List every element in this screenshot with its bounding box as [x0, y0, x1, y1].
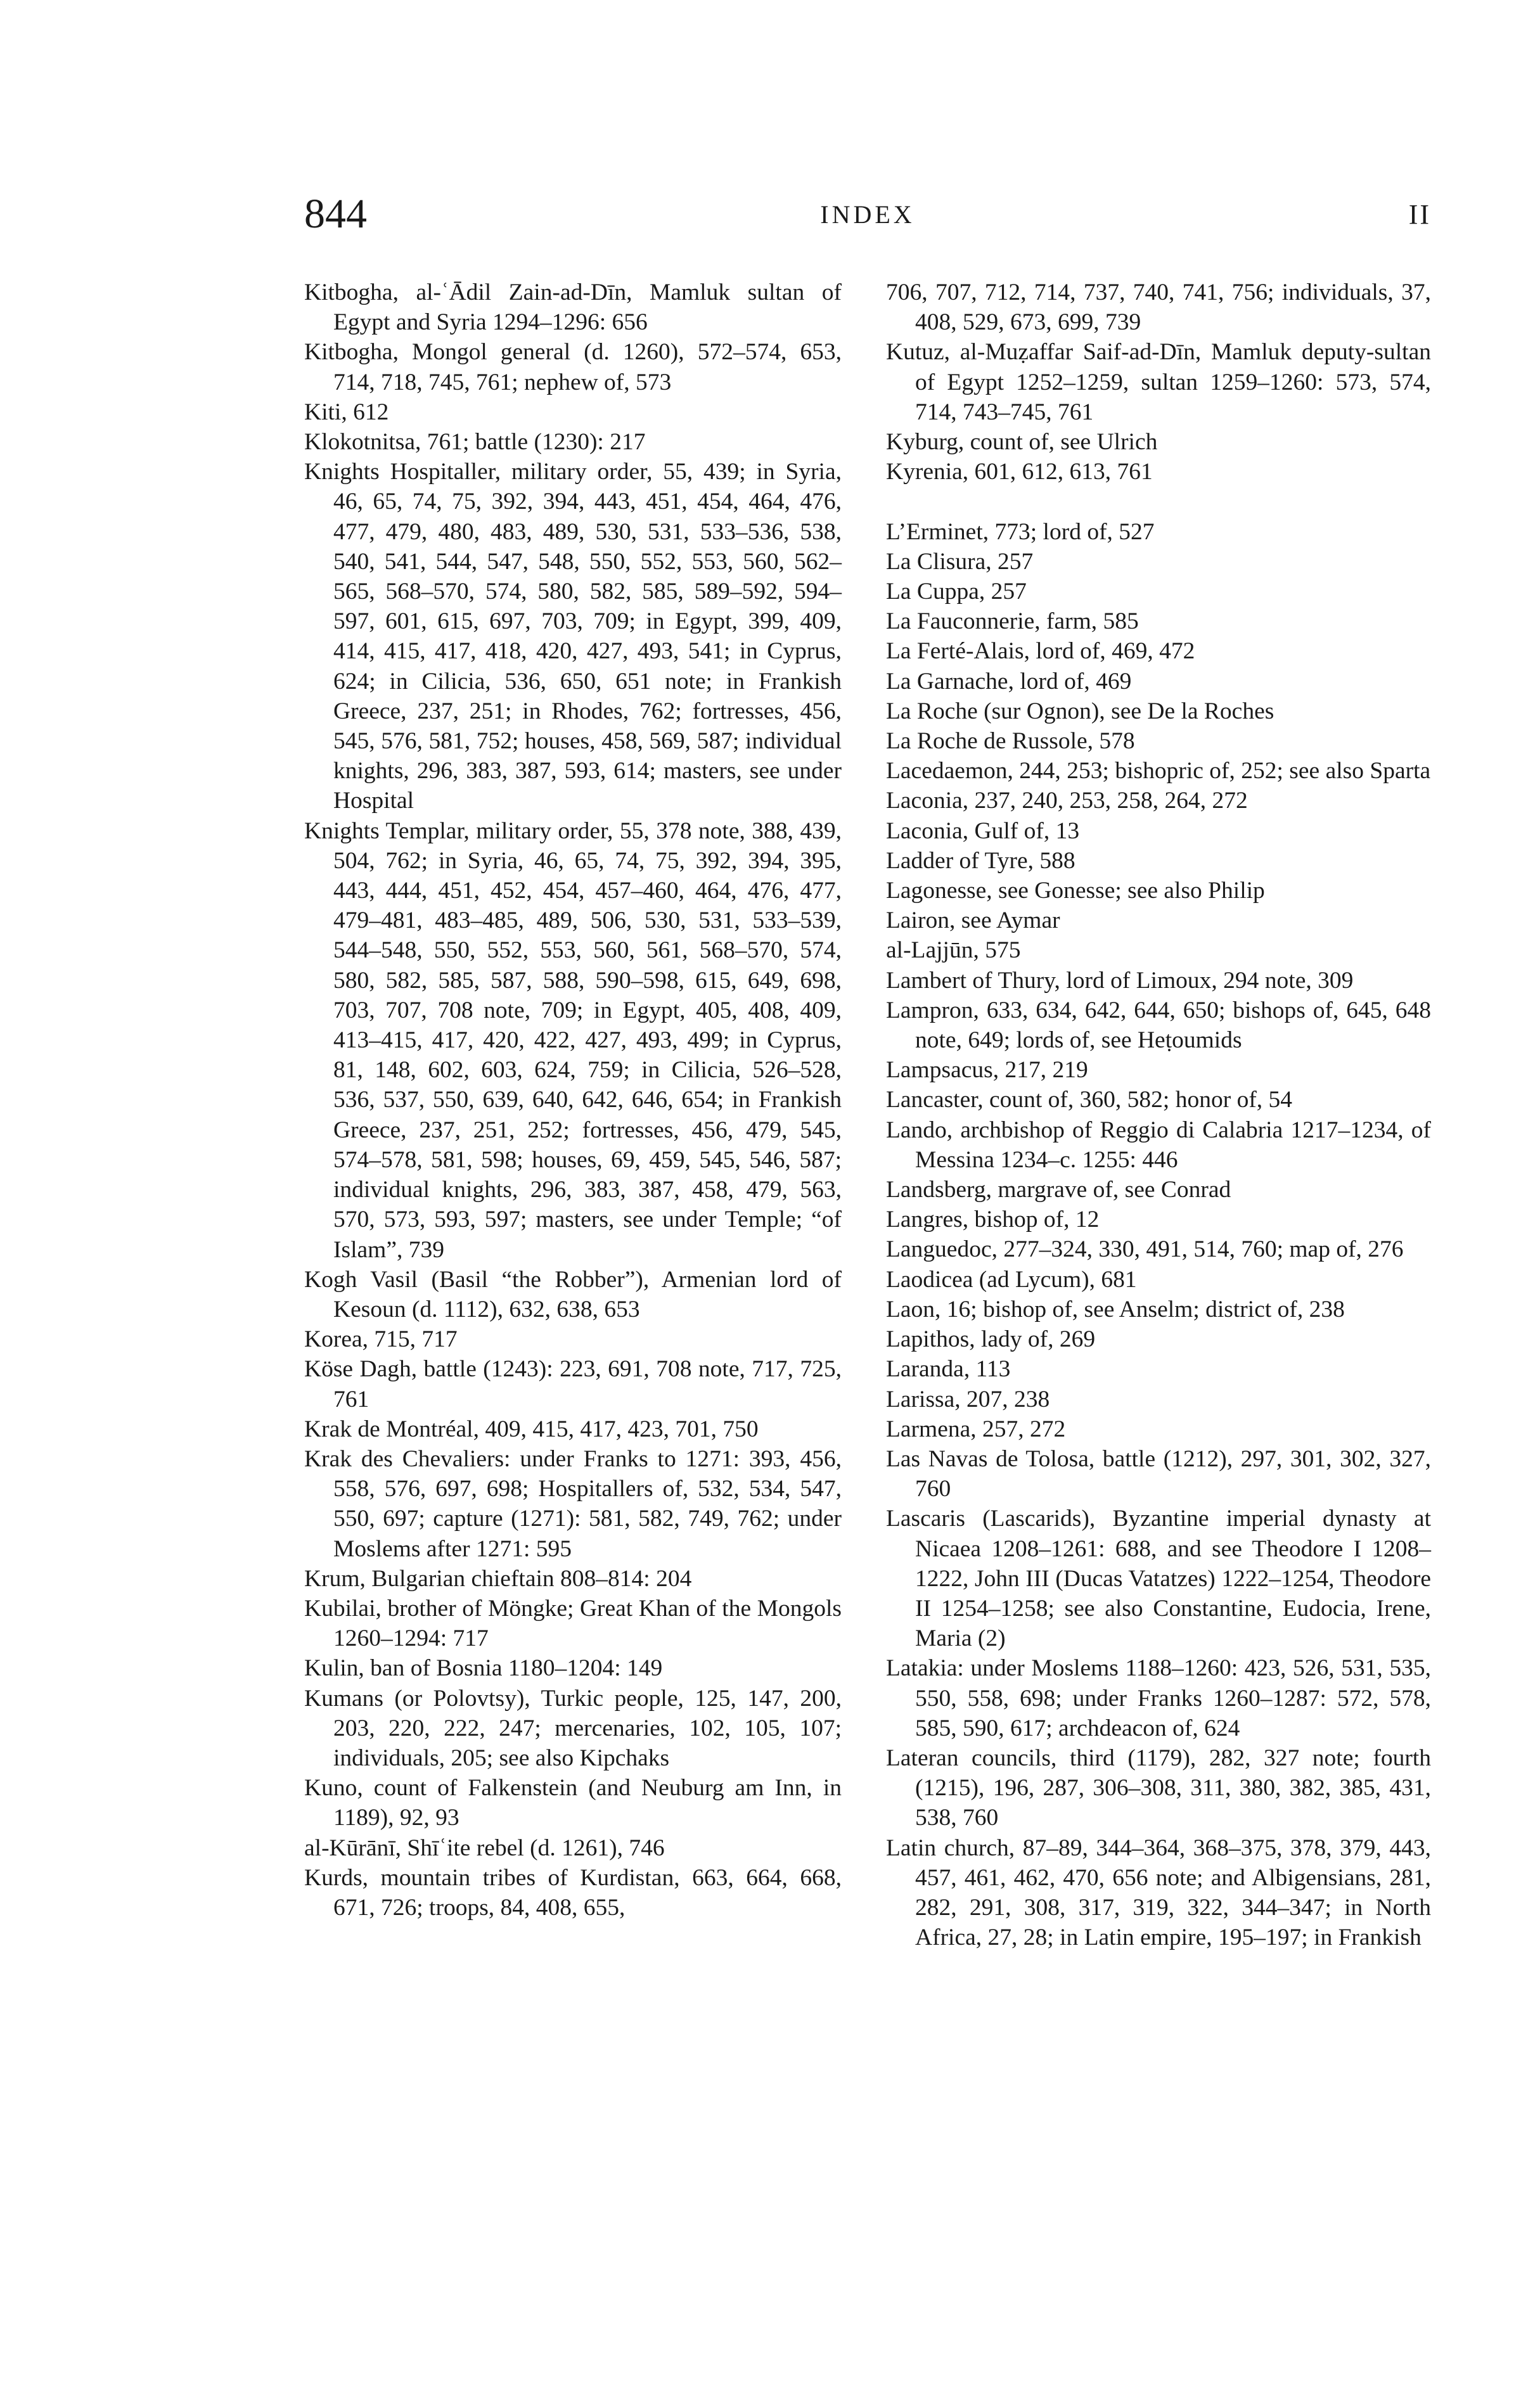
index-entry: Lando, archbishop of Reggio di Calabria 1217–1234, of Messina 1234–c. 1255: 446 — [886, 1117, 1431, 1173]
index-entry: Laodicea (ad Lycum), 681 — [886, 1266, 1137, 1293]
index-entry: Kyburg, count of, see Ulrich — [886, 429, 1158, 456]
index-column-right — [886, 278, 1431, 1952]
index-entry: Laconia, 237, 240, 253, 258, 264, 272 — [886, 788, 1248, 814]
index-entry: Larissa, 207, 238 — [886, 1386, 1050, 1412]
index-entry: 706, 707, 712, 714, 737, 740, 741, 756; individuals, 37, 408, 529, 673, 699, 739 — [886, 279, 1431, 336]
index-entry: Langres, bishop of, 12 — [886, 1207, 1100, 1233]
running-head: INDEX — [820, 200, 915, 229]
index-entry: L’Erminet, 773; lord of, 527 — [886, 518, 1155, 545]
index-entry: Kubilai, brother of Möngke; Great Khan of the Mongols 1260–1294: 717 — [304, 1595, 842, 1652]
index-entry: Kitbogha, Mongol general (d. 1260), 572–574, 653, 714, 718, 745, 761; nephew of, 573 — [304, 339, 842, 395]
index-entry: Kumans (or Polovtsy), Turkic people, 125, 147, 200, 203, 220, 222, 247; mercenaries, 102, 105, 107; individuals, 205; see also Kipchaks — [304, 1685, 842, 1771]
index-entry: Krak des Chevaliers: under Franks to 1271: 393, 456, 558, 576, 697, 698; Hospitallers of, 532, 534, 547, 550, 697; capture (1271): 581, 582, 749, 762; under Moslems after 1271: 595 — [304, 1445, 842, 1562]
index-entry: Kuno, count of Falkenstein (and Neuburg am Inn, in 1189), 92, 93 — [304, 1775, 842, 1831]
index-entry: Kutuz, al-Muẓaffar Saif-ad-Dīn, Mamluk deputy-sultan of Egypt 1252–1259, sultan 1259–1260: 573, 574, 714, 743–745, 761 — [886, 339, 1431, 425]
index-entry: Lairon, see Aymar — [886, 907, 1060, 934]
index-entry: Latin church, 87–89, 344–364, 368–375, 378, 379, 443, 457, 461, 462, 470, 656 note; and Albigensians, 281, 282, 291, 308, 317, 319, 322, 344–347; in North Africa, 27, 28; in Latin empire, 195–197; in Frankish — [886, 1835, 1431, 1951]
index-entry: Lateran councils, third (1179), 282, 327 note; fourth (1215), 196, 287, 306–308, 311, 380, 382, 385, 431, 538, 760 — [886, 1745, 1431, 1831]
index-entry: Kulin, ban of Bosnia 1180–1204: 149 — [304, 1655, 663, 1682]
index-entry: Lapithos, lady of, 269 — [886, 1326, 1096, 1353]
index-entry: Lagonesse, see Gonesse; see also Philip — [886, 878, 1265, 904]
index-entry: Lambert of Thury, lord of Limoux, 294 note, 309 — [886, 967, 1354, 994]
index-entry: Landsberg, margrave of, see Conrad — [886, 1177, 1231, 1203]
index-entry: Latakia: under Moslems 1188–1260: 423, 526, 531, 535, 550, 558, 698; under Franks 1260–1287: 572, 578, 585, 590, 617; archdeacon of, 624 — [886, 1655, 1431, 1741]
index-entry: Ladder of Tyre, 588 — [886, 847, 1075, 874]
index-column-left — [304, 278, 842, 1923]
index-entry: Lancaster, count of, 360, 582; honor of, 54 — [886, 1087, 1293, 1113]
index-entry: Knights Templar, military order, 55, 378 note, 388, 439, 504, 762; in Syria, 46, 65, 74, 75, 392, 394, 395, 443, 444, 451, 452, 454, 457–460, 464, 476, 477, 479–481, 483–485, 489, 506, 530, 531, 533–539, 544–548, 550, 552, 553, 560, 561, 568–570, 574, 580, 582, 585, 587, 588, 590–598, 615, 649, 698, 703, 707, 708 note, 709; in Egypt, 405, 408, 409, 413–415, 417, 420, 422, 427, 493, 499; in Cyprus, 81, 148, 602, 603, 624, 759; in Cilicia, 526–528, 536, 537, 550, 639, 640, 642, 646, 654; in Frankish Greece, 237, 251, 252; fortresses, 456, 479, 545, 574–578, 581, 598; houses, 69, 459, 545, 546, 587; individual knights, 296, 383, 387, 458, 479, 563, 570, 573, 593, 597; masters, see under Temple; “of Islam”, 739 — [304, 817, 842, 1263]
page-header — [304, 193, 1431, 263]
index-entry: Korea, 715, 717 — [304, 1326, 458, 1353]
index-entry: Lampsacus, 217, 219 — [886, 1057, 1088, 1084]
index-entry: Kitbogha, al-ʿĀdil Zain-ad-Dīn, Mamluk sultan of Egypt and Syria 1294–1296: 656 — [304, 279, 842, 336]
index-entry: Lacedaemon, 244, 253; bishopric of, 252; see also Sparta — [886, 758, 1431, 785]
index-entry: La Garnache, lord of, 469 — [886, 668, 1132, 695]
index-entry: La Roche de Russole, 578 — [886, 728, 1135, 755]
index-entry: Larmena, 257, 272 — [886, 1416, 1066, 1442]
index-entry: Kiti, 612 — [304, 399, 389, 425]
index-entry: Laon, 16; bishop of, see Anselm; district of, 238 — [886, 1296, 1345, 1322]
index-entry: al-Kūrānī, Shīʿite rebel (d. 1261), 746 — [304, 1835, 665, 1861]
index-entry: Kyrenia, 601, 612, 613, 761 — [886, 459, 1153, 485]
index-entry: Laranda, 113 — [886, 1356, 1011, 1383]
index-entry: La Ferté-Alais, lord of, 469, 472 — [886, 638, 1195, 665]
index-entry: Lampron, 633, 634, 642, 644, 650; bishops of, 645, 648 note, 649; lords of, see Heṭoumids — [886, 997, 1431, 1054]
page-number: 844 — [304, 191, 367, 237]
index-entry: Laconia, Gulf of, 13 — [886, 817, 1080, 844]
index-entry: Krak de Montréal, 409, 415, 417, 423, 701, 750 — [304, 1416, 759, 1442]
index-entry: La Roche (sur Ognon), see De la Roches — [886, 698, 1274, 724]
letter-section-gap — [886, 487, 1431, 516]
index-entry: Krum, Bulgarian chieftain 808–814: 204 — [304, 1565, 692, 1592]
index-entry: Lascaris (Lascarids), Byzantine imperial dynasty at Nicaea 1208–1261: 688, and see Theodore I 1208–1222, John III (Ducas Vatatzes) 1222–1254, Theodore II 1254–1258; see also Constantine, Eudocia, Irene, Maria (2) — [886, 1506, 1431, 1652]
index-entry: Knights Hospitaller, military order, 55, 439; in Syria, 46, 65, 74, 75, 392, 394, 443, 451, 454, 464, 476, 477, 479, 480, 483, 489, 530, 531, 533–536, 538, 540, 541, 544, 547, 548, 550, 552, 553, 560, 562–565, 568–570, 574, 580, 582, 585, 589–592, 594–597, 601, 615, 697, 703, 709; in Egypt, 399, 409, 414, 415, 417, 418, 420, 427, 493, 541; in Cyprus, 624; in Cilicia, 536, 650, 651 note; in Frankish Greece, 237, 251; in Rhodes, 762; fortresses, 456, 545, 576, 581, 752; houses, 458, 569, 587; individual knights, 296, 383, 387, 593, 614; masters, see under Hospital — [304, 459, 842, 814]
index-entry: La Fauconnerie, farm, 585 — [886, 608, 1139, 635]
index-entry: Klokotnitsa, 761; battle (1230): 217 — [304, 429, 646, 456]
index-entry: La Cuppa, 257 — [886, 579, 1027, 605]
index-entry: La Clisura, 257 — [886, 548, 1034, 575]
index-entry: al-Lajjūn, 575 — [886, 937, 1021, 964]
volume-number: II — [1408, 199, 1431, 230]
index-entry: Köse Dagh, battle (1243): 223, 691, 708 note, 717, 725, 761 — [304, 1356, 842, 1412]
index-entry: Las Navas de Tolosa, battle (1212), 297, 301, 302, 327, 760 — [886, 1445, 1431, 1502]
index-entry: Kogh Vasil (Basil “the Robber”), Armenian lord of Kesoun (d. 1112), 632, 638, 653 — [304, 1266, 842, 1322]
index-entry: Languedoc, 277–324, 330, 491, 514, 760; map of, 276 — [886, 1236, 1404, 1263]
index-entry: Kurds, mountain tribes of Kurdistan, 663, 664, 668, 671, 726; troops, 84, 408, 655, — [304, 1864, 842, 1921]
